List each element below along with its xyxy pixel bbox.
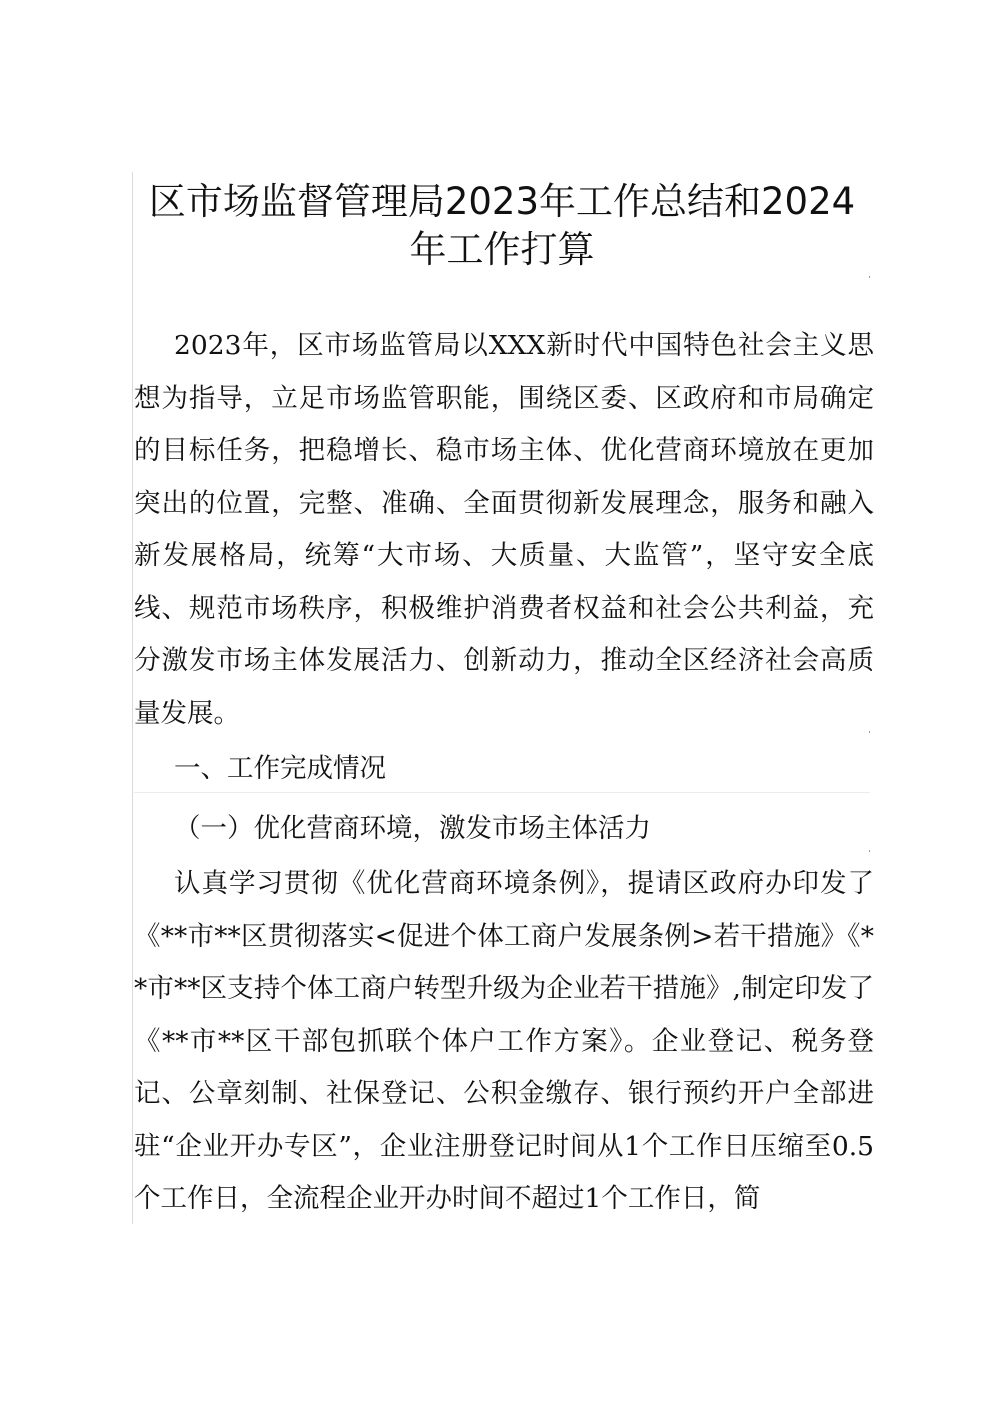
left-margin-line	[132, 172, 133, 1224]
section-heading: 一、工作完成情况	[174, 753, 386, 784]
document-title: 区市场监督管理局2023年工作总结和2024年工作打算	[148, 180, 856, 271]
subsection-heading: （一）优化营商环境，激发市场主体活力	[174, 813, 651, 844]
margin-tick-mark	[869, 276, 870, 278]
subsection-paragraph: 认真学习贯彻《优化营商环境条例》，提请区政府办印发了《**市**区贯彻落实<促进个体工商户发展条例>若干措施》《**市**区支持个体工商户转型升级为企业若干措施》,制定印发了《**市**区干部包抓联个体户工作方案》。企业登记、税务登记、公章刻制、社保登记、公积金缴存、银行预约开户全部进驻“企业开办专区”，企业注册登记时间从1个工作日压缩至0.5个工作日，全流程企业开办时间不超过1个工作日，简	[134, 868, 874, 1214]
section-divider	[134, 792, 870, 793]
intro-paragraph: 2023年，区市场监管局以XXX新时代中国特色社会主义思想为指导，立足市场监管职能，围绕区委、区政府和市局确定的目标任务，把稳增长、稳市场主体、优化营商环境放在更加突出的位置，完整、准确、全面贯彻新发展理念，服务和融入新发展格局，统筹“大市场、大质量、大监管”，坚守安全底线、规范市场秩序，积极维护消费者权益和社会公共利益，充分激发市场主体发展活力、创新动力，推动全区经济社会高质量发展。	[134, 330, 874, 729]
